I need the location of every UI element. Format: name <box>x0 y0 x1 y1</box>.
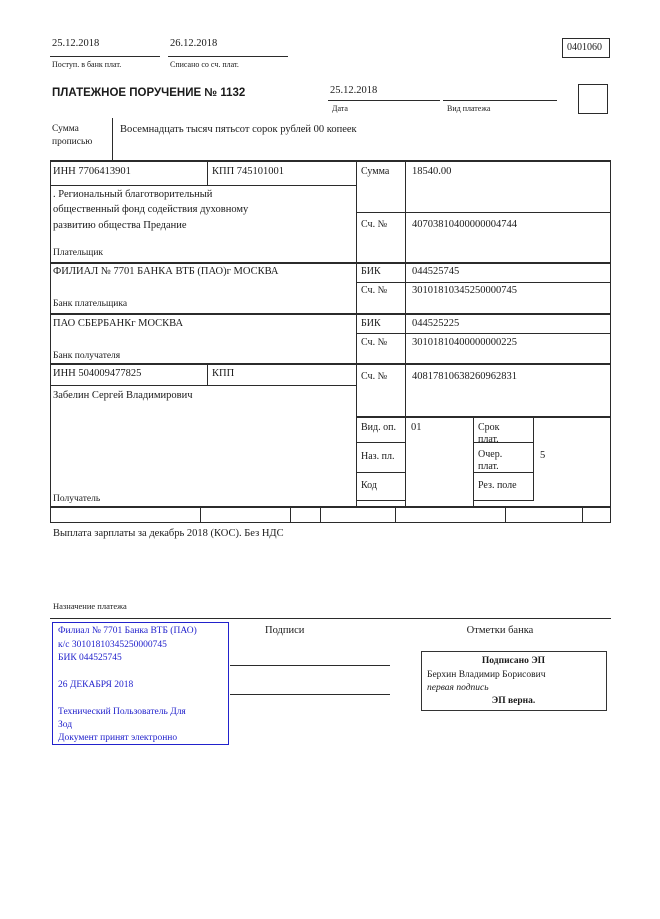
payer-name-line2: общественный фонд содействия духовному <box>53 204 249 215</box>
order-label-1: Очер. <box>478 449 503 460</box>
esign-title: Подписано ЭП <box>481 656 546 666</box>
payee-inn: ИНН 504009477825 <box>53 368 142 379</box>
status-code-box <box>578 84 608 114</box>
table-border <box>50 262 611 264</box>
payee-bank-account: 30101810400000000225 <box>412 337 517 348</box>
payment-purpose-label: Назначение платежа <box>53 601 127 611</box>
amount-words-label-1: Сумма <box>52 124 79 134</box>
signatures-label: Подписи <box>265 625 305 636</box>
payer-bank-name: ФИЛИАЛ № 7701 БАНКА ВТБ (ПАО)г МОСКВА <box>53 266 279 277</box>
payment-type-label: Вид платежа <box>447 104 491 113</box>
table-border <box>50 185 356 186</box>
code-label: Код <box>361 480 377 491</box>
table-border <box>200 507 201 523</box>
document-date: 25.12.2018 <box>330 85 378 96</box>
divider <box>168 56 288 57</box>
signature-line <box>230 694 390 695</box>
table-border <box>50 385 356 386</box>
payee-kpp-label: КПП <box>212 368 235 379</box>
table-border <box>356 472 405 473</box>
term-label-1: Срок <box>478 422 500 433</box>
divider <box>50 618 611 619</box>
payee-account-label: Сч. № <box>361 371 388 382</box>
form-code: 0401060 <box>567 42 602 53</box>
table-border <box>505 507 506 523</box>
esign-verified: ЭП верна. <box>491 696 536 706</box>
payee-label: Получатель <box>53 494 101 504</box>
table-border <box>395 507 396 523</box>
signature-line <box>230 665 390 666</box>
stamp-bank-name: Филиал № 7701 Банка ВТБ (ПАО) <box>58 626 197 636</box>
table-border <box>356 160 357 507</box>
table-border <box>356 282 611 283</box>
table-border <box>356 442 405 443</box>
payer-bank-bik-label: БИК <box>361 266 381 277</box>
payee-bank-name: ПАО СБЕРБАНКг МОСКВА <box>53 318 184 329</box>
table-border <box>207 363 208 386</box>
stamp-date: 26 ДЕКАБРЯ 2018 <box>58 680 134 690</box>
electronic-signature-stamp <box>421 651 607 711</box>
received-in-bank-label: Поступ. в банк плат. <box>52 60 122 69</box>
payer-account-label: Сч. № <box>361 219 388 230</box>
stamp-bik: БИК 044525745 <box>58 653 122 663</box>
payer-inn: ИНН 7706413901 <box>53 166 131 177</box>
payee-name: Забелин Сергей Владимирович <box>53 390 193 401</box>
table-border <box>50 160 611 162</box>
bank-marks-label: Отметки банка <box>466 625 534 636</box>
table-border <box>50 363 611 365</box>
table-border <box>405 160 406 507</box>
payee-bank-label: Банк получателя <box>53 351 121 361</box>
payee-bank-bik-label: БИК <box>361 318 381 329</box>
payer-name-line3: развитию общества Предание <box>53 220 187 231</box>
divider <box>328 100 440 101</box>
form-code-box <box>562 38 610 58</box>
bank-acceptance-stamp <box>52 622 229 745</box>
payer-bank-account-label: Сч. № <box>361 285 388 296</box>
table-border <box>533 416 534 501</box>
sum-value: 18540.00 <box>412 166 452 177</box>
stamp-accepted-note: Документ принят электронно <box>58 733 178 743</box>
table-border <box>473 416 474 507</box>
amount-words-label-2: прописью <box>52 137 93 147</box>
order-label-2: плат. <box>478 461 499 472</box>
table-border <box>50 160 51 523</box>
op-type-label: Вид. оп. <box>361 422 396 433</box>
stamp-user-line1: Технический Пользователь Для <box>58 707 186 717</box>
table-border <box>50 313 611 315</box>
table-border <box>356 333 611 334</box>
sum-label: Сумма <box>361 166 390 177</box>
debited-label: Списано со сч. плат. <box>170 60 239 69</box>
stamp-corr-account: к/с 30101810345250000745 <box>58 640 167 650</box>
order-value: 5 <box>540 450 546 461</box>
table-border <box>582 507 583 523</box>
date-label: Дата <box>332 104 348 113</box>
payee-bank-account-label: Сч. № <box>361 337 388 348</box>
payer-account: 40703810400000004744 <box>412 219 517 230</box>
payee-bank-bik: 044525225 <box>412 318 460 329</box>
table-border <box>356 416 611 418</box>
payee-account: 40817810638260962831 <box>412 371 517 382</box>
table-border <box>207 160 208 186</box>
purpose-kind-label: Наз. пл. <box>361 451 395 462</box>
table-border <box>473 500 533 501</box>
esign-name: Берхин Владимир Борисович <box>427 670 546 680</box>
payer-bank-label: Банк плательщика <box>53 299 128 309</box>
table-border <box>320 507 321 523</box>
term-label-2: плат. <box>478 434 499 445</box>
stamp-user-line2: Зод <box>58 720 73 730</box>
esign-kind: первая подпись <box>427 683 489 693</box>
divider <box>443 100 557 101</box>
payer-bank-account: 30101810345250000745 <box>412 285 517 296</box>
payer-kpp: КПП 745101001 <box>212 166 285 177</box>
table-border <box>610 160 611 523</box>
payer-label: Плательщик <box>53 248 104 258</box>
table-border <box>356 500 405 501</box>
table-border <box>356 212 611 213</box>
document-title: ПЛАТЕЖНОЕ ПОРУЧЕНИЕ № 1132 <box>52 87 246 99</box>
received-in-bank-date: 25.12.2018 <box>52 38 100 49</box>
op-type-value: 01 <box>411 422 422 433</box>
table-border <box>50 522 611 523</box>
payer-name-line1: . Региональный благотворительный <box>53 189 213 200</box>
reserve-field-label: Рез. поле <box>478 480 517 491</box>
divider <box>112 118 113 162</box>
amount-in-words: Восемнадцать тысяч пятьсот сорок рублей 00 копеек <box>120 124 357 135</box>
payer-bank-bik: 044525745 <box>412 266 460 277</box>
divider <box>50 56 160 57</box>
debited-date: 26.12.2018 <box>170 38 218 49</box>
payment-purpose-text: Выплата зарплаты за декабрь 2018 (КОС). Без НДС <box>53 528 284 539</box>
table-border <box>50 506 611 508</box>
table-border <box>290 507 291 523</box>
